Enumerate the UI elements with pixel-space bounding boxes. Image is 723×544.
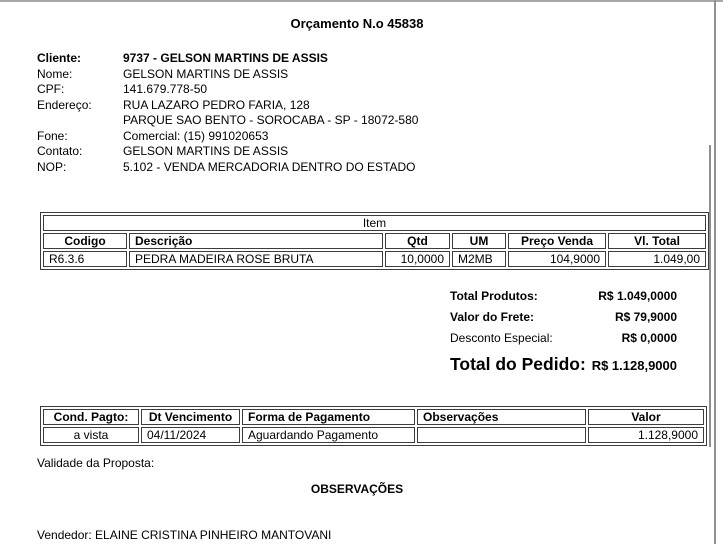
total-pedido-value: R$ 1.128,9000 — [591, 358, 677, 373]
client-value: Comercial: (15) 991020653 — [123, 128, 269, 143]
client-value: RUA LAZARO PEDRO FARIA, 128 — [123, 97, 310, 112]
payment-table — [40, 406, 707, 446]
client-value: 141.679.778-50 — [123, 82, 208, 96]
client-row-cliente — [37, 51, 418, 67]
item-codigo: R6.3.6 — [43, 251, 127, 267]
client-row-nome — [37, 67, 418, 83]
desconto-especial-row — [450, 331, 677, 352]
col-header-um: UM — [452, 233, 506, 249]
total-produtos-label: Total Produtos: — [450, 289, 538, 303]
client-row-nop — [37, 160, 418, 176]
col-header-codigo: Codigo — [43, 233, 127, 249]
client-label: Contato: — [37, 144, 83, 158]
item-descricao: PEDRA MADEIRA ROSE BRUTA — [129, 251, 383, 267]
desconto-especial-label: Desconto Especial: — [450, 331, 553, 345]
valor-frete-label: Valor do Frete: — [450, 310, 535, 324]
total-pedido-row — [450, 354, 677, 375]
payment-forma-pagamento: Aguardando Pagamento — [242, 427, 415, 443]
client-label: Cliente: — [37, 51, 82, 65]
payment-cond-pagto: a vista — [43, 427, 139, 443]
item-table — [40, 212, 709, 270]
client-row-fone — [37, 129, 418, 145]
page-top-edge — [0, 0, 723, 2]
total-produtos-value: R$ 1.049,0000 — [598, 289, 677, 303]
client-label: Fone: — [37, 128, 68, 143]
item-vl-total: 1.049,00 — [608, 251, 706, 267]
client-value: GELSON MARTINS DE ASSIS — [123, 66, 289, 81]
col-header-cond-pagto: Cond. Pagto: — [43, 409, 139, 425]
valor-frete-value: R$ 79,9000 — [614, 310, 677, 324]
observations-title: OBSERVAÇÕES — [310, 482, 404, 496]
client-row-endereco-2 — [37, 113, 418, 129]
scrollbar-thumb[interactable] — [709, 145, 711, 447]
item-qtd: 10,0000 — [385, 251, 450, 267]
vendor-line: Vendedor: ELAINE CRISTINA PINHEIRO MANTOVANI — [37, 528, 332, 542]
client-value: PARQUE SAO BENTO - SOROCABA - SP - 18072-580 — [123, 113, 419, 127]
col-header-descricao: Descrição — [129, 233, 383, 249]
total-produtos-row — [450, 289, 677, 310]
client-info-block — [37, 51, 418, 175]
client-value: 9737 - GELSON MARTINS DE ASSIS — [123, 51, 328, 65]
col-header-vl-total: Vl. Total — [608, 233, 706, 249]
client-label: Endereço: — [37, 97, 92, 112]
client-label: CPF: — [37, 82, 65, 96]
client-row-cpf — [37, 82, 418, 98]
col-header-preco-venda: Preço Venda — [508, 233, 606, 249]
col-header-observacoes: Observações — [417, 409, 586, 425]
payment-table-row — [43, 427, 704, 443]
col-header-qtd: Qtd — [385, 233, 450, 249]
item-preco-venda: 104,9000 — [508, 251, 606, 267]
col-header-dt-vencimento: Dt Vencimento — [141, 409, 240, 425]
col-header-forma-pagamento: Forma de Pagamento — [242, 409, 415, 425]
client-value: 5.102 - VENDA MERCADORIA DENTRO DO ESTADO — [123, 159, 416, 174]
desconto-especial-value: R$ 0,0000 — [621, 331, 677, 345]
page-title: Orçamento N.o 45838 — [290, 16, 424, 31]
item-table-row — [43, 251, 706, 267]
item-table-header-row — [43, 233, 706, 249]
payment-dt-vencimento: 04/11/2024 — [141, 427, 240, 443]
validity-label: Validade da Proposta: — [37, 456, 155, 470]
client-label: NOP: — [37, 159, 67, 174]
total-pedido-label: Total do Pedido: — [450, 354, 586, 374]
client-label — [37, 113, 123, 129]
client-row-endereco — [37, 98, 418, 114]
payment-observacoes — [417, 427, 586, 443]
client-label: Nome: — [37, 66, 73, 81]
page-right-edge — [714, 0, 716, 544]
payment-table-header-row — [43, 409, 704, 425]
item-um: M2MB — [452, 251, 506, 267]
totals-block — [450, 289, 677, 375]
item-table-group-header-row — [43, 215, 706, 231]
client-row-contato — [37, 144, 418, 160]
item-table-group-header: Item — [43, 215, 706, 231]
client-value: GELSON MARTINS DE ASSIS — [123, 144, 289, 158]
col-header-valor: Valor — [588, 409, 704, 425]
valor-frete-row — [450, 310, 677, 331]
payment-valor: 1.128,9000 — [588, 427, 704, 443]
